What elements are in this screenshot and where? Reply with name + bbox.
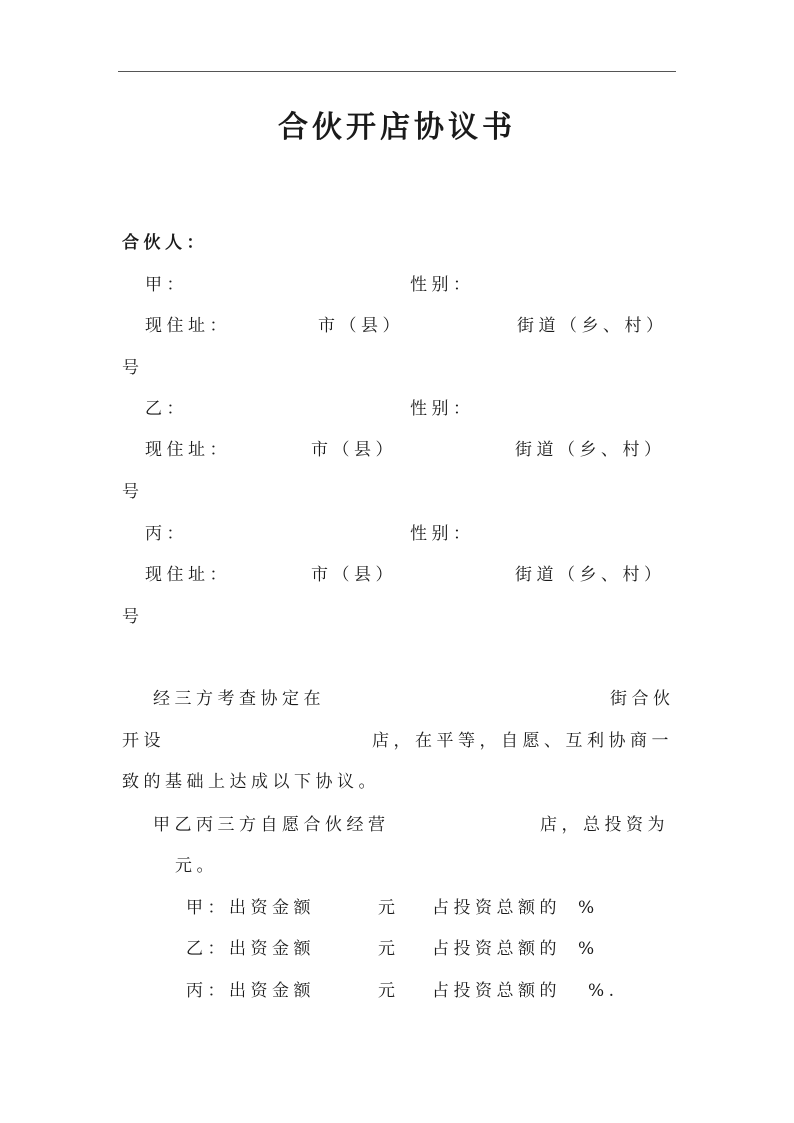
investment-c-unit: 元 <box>378 981 400 1001</box>
investment-c-share-label: 占投资总额的 <box>432 981 561 1001</box>
partner-b-number-label: 号 <box>122 482 144 502</box>
paragraph-1-line-2-end: 店，在平等，自愿、互利协商一 <box>372 731 673 751</box>
partner-b-gender-label: 性别： <box>410 399 475 419</box>
partner-c-address-label: 现住址： <box>145 565 231 585</box>
investment-a-unit: 元 <box>378 898 400 918</box>
partner-b-street-label: 街道（乡、村） <box>515 440 666 460</box>
partners-heading: 合伙人： <box>122 233 208 253</box>
paragraph-1-line-1-start: 经三方考查协定在 <box>153 689 325 709</box>
partner-a-number-label: 号 <box>122 358 144 378</box>
paragraph-1-line-1-end: 街合伙 <box>610 689 675 709</box>
paragraph-2-line-2: 元。 <box>175 856 218 876</box>
header-rule <box>118 71 676 72</box>
investment-c-percent: %. <box>588 981 619 1001</box>
partner-a-name-label: 甲： <box>145 275 188 295</box>
investment-b-share-label: 占投资总额的 <box>432 939 561 959</box>
partner-c-city-label: 市（县） <box>311 565 397 585</box>
investment-b-label: 乙：出资金额 <box>186 939 315 959</box>
partner-b-address-label: 现住址： <box>145 440 231 460</box>
partner-a-city-label: 市（县） <box>318 316 404 336</box>
paragraph-1-line-2-start: 开设 <box>122 731 165 751</box>
partner-a-address-label: 现住址： <box>145 316 231 336</box>
partner-b-city-label: 市（县） <box>311 440 397 460</box>
partner-c-gender-label: 性别： <box>410 524 475 544</box>
partner-a-street-label: 街道（乡、村） <box>517 316 668 336</box>
investment-a-label: 甲：出资金额 <box>186 898 315 918</box>
partner-b-name-label: 乙： <box>145 399 188 419</box>
partner-c-street-label: 街道（乡、村） <box>515 565 666 585</box>
partner-c-name-label: 丙： <box>145 524 188 544</box>
investment-b-unit: 元 <box>378 939 400 959</box>
partner-a-gender-label: 性别： <box>410 275 475 295</box>
investment-a-percent: % <box>578 898 599 918</box>
paragraph-2-line-1-start: 甲乙丙三方自愿合伙经营 <box>153 815 390 835</box>
paragraph-2-line-1-end: 店，总投资为 <box>540 815 669 835</box>
investment-a-share-label: 占投资总额的 <box>432 898 561 918</box>
document-title: 合伙开店协议书 <box>278 110 516 145</box>
investment-b-percent: % <box>578 939 599 959</box>
partner-c-number-label: 号 <box>122 607 144 627</box>
paragraph-1-line-3: 致的基础上达成以下协议。 <box>122 772 380 792</box>
investment-c-label: 丙：出资金额 <box>186 981 315 1001</box>
